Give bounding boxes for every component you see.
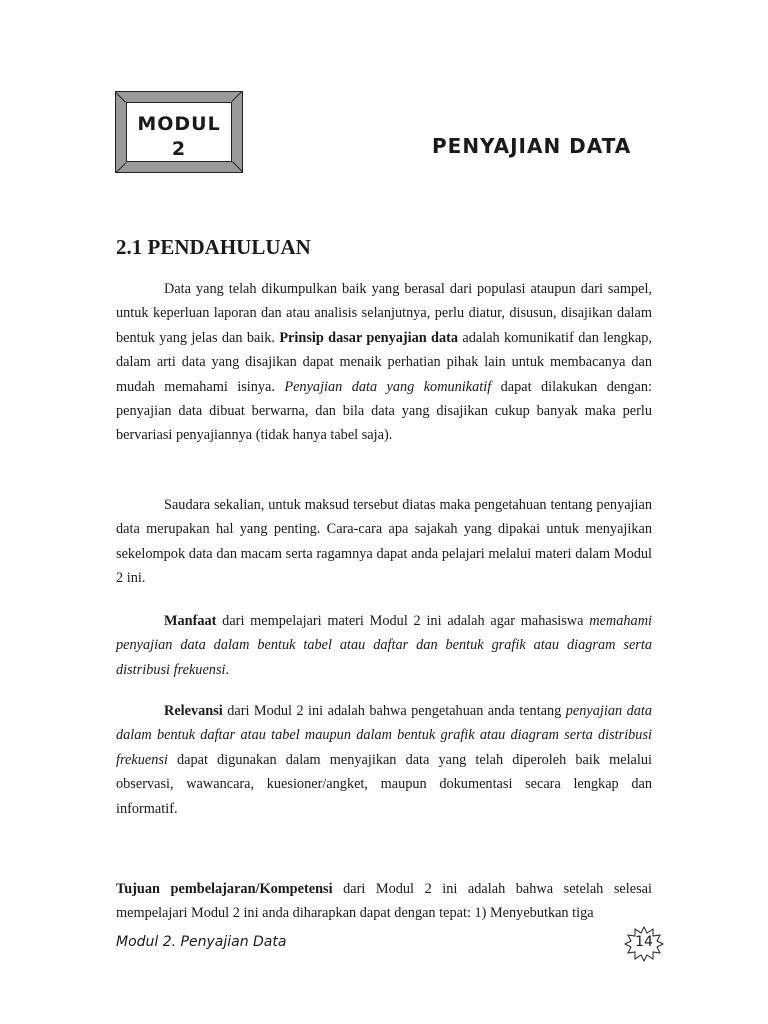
text-run: dari Modul 2 ini adalah bahwa setelah selesai mempelajari Modul 2 ini anda diharapkan dapat dengan tepat: 1) Menyebutkan tiga <box>116 881 652 922</box>
bold-run: Prinsip dasar penyajian data <box>279 329 459 346</box>
paragraph-benefit <box>116 609 652 682</box>
italic-run: memahami penyajian data dalam bentuk tabel atau daftar dan bentuk grafik atau diagram serta distribusi frekuensi <box>116 613 652 678</box>
page-number-badge <box>624 926 664 962</box>
paragraph-objectives <box>116 877 652 926</box>
text-run: dari mempelajari materi Modul 2 ini adalah agar mahasiswa <box>216 613 590 629</box>
module-label <box>127 112 231 162</box>
module-label-face <box>126 102 232 162</box>
page-number: 14 <box>635 934 653 950</box>
text-run: . <box>225 661 230 678</box>
text-run: dari Modul 2 ini adalah bahwa pengetahuan anda tentang <box>222 703 566 719</box>
text-run: dapat digunakan dalam menyajikan data yang telah diperoleh baik melalui observasi, wawancara, kuesioner/angket, maupun dokumentasi secara lengkap dan informatif. <box>116 751 652 817</box>
bevel-corner <box>232 161 243 172</box>
paragraph-relevance <box>116 699 652 821</box>
bevel-corner <box>231 91 242 102</box>
text-run: Data yang telah dikumpulkan baik yang berasal dari populasi ataupun dari sampel, untuk keperluan laporan dan atau analisis selanjutnya, perlu diatur, disusun, disajikan dalam bentuk yang jelas dan baik. <box>116 281 652 346</box>
bevel-corner <box>116 162 127 173</box>
text-run: dapat dilakukan dengan: penyajian data dibuat berwarna, dan bila data yang disajikan cukup banyak maka perlu bervariasi penyajiannya (tidak hanya tabel saja). <box>116 378 652 444</box>
module-number: 2 <box>171 138 187 160</box>
section-heading: 2.1 PENDAHULUAN <box>116 235 311 259</box>
italic-run: penyajian data dalam bentuk daftar atau tabel maupun dalam bentuk grafik atau diagram serta distribusi frekuensi <box>116 703 652 768</box>
bevel-corner <box>115 92 126 103</box>
text-run: adalah komunikatif dan lengkap, dalam arti data yang disajikan dapat menaik perhatian pihak lain untuk membacanya dan mudah memahami isinya. <box>116 329 652 395</box>
bold-run: Tujuan pembelajaran/Kompetensi <box>116 881 333 897</box>
module-word: MODUL <box>137 113 221 135</box>
italic-run: Penyajian data yang komunikatif <box>284 378 492 395</box>
text-run: Saudara sekalian, untuk maksud tersebut diatas maka pengetahuan tentang penyajian data merupakan hal yang penting. Cara-cara apa sajakah yang dipakai untuk menyajikan sekelompok data dan macam serta ragamnya dapat anda pelajari melalui materi dalam Modul 2 ini. <box>116 497 652 587</box>
bold-run: Manfaat <box>164 613 217 629</box>
paragraph-intro <box>116 277 652 448</box>
bold-run: Relevansi <box>164 703 223 719</box>
module-label-box <box>115 91 243 173</box>
paragraph-purpose <box>116 493 652 591</box>
document-title: PENYAJIAN DATA <box>432 134 632 158</box>
footer-module-title: Modul 2. Penyajian Data <box>116 934 287 950</box>
